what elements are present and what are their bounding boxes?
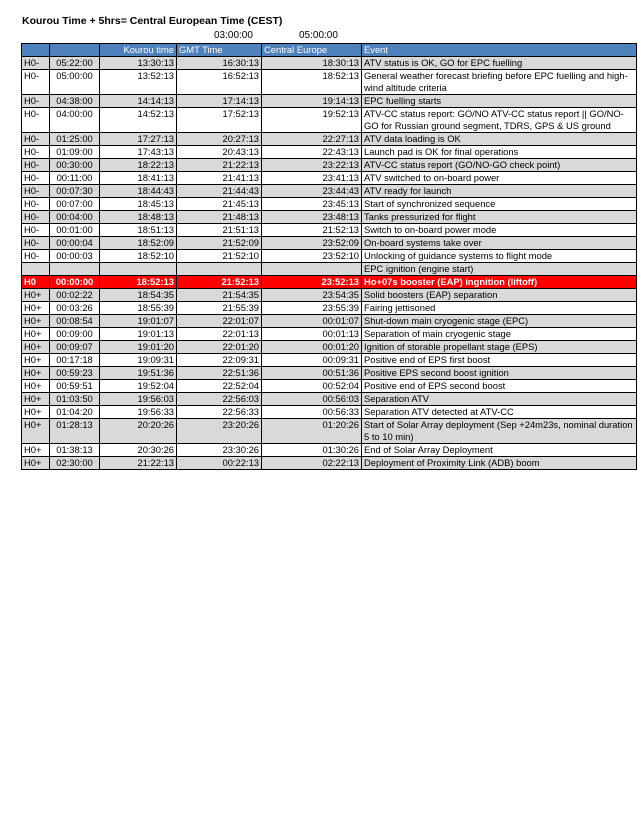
- cell-central-europe: 19:14:13: [262, 95, 362, 108]
- cell-gmt-time: 21:44:43: [177, 185, 262, 198]
- table-header-row: [22, 44, 637, 57]
- cell-phase: H0+: [22, 341, 50, 354]
- cell-phase: H0-: [22, 57, 50, 70]
- cell-offset: 01:38:13: [50, 444, 100, 457]
- cell-gmt-time: 21:52:09: [177, 237, 262, 250]
- table-row: [22, 419, 637, 444]
- table-row: [22, 70, 637, 95]
- cell-central-europe: 23:54:35: [262, 289, 362, 302]
- cell-offset: 00:59:23: [50, 367, 100, 380]
- header-central-europe: Central Europe: [262, 44, 362, 57]
- cell-phase: H0+: [22, 380, 50, 393]
- cell-offset: 02:30:00: [50, 457, 100, 470]
- cell-central-europe: 21:52:13: [262, 224, 362, 237]
- cell-phase: H0+: [22, 457, 50, 470]
- cell-central-europe: 00:56:03: [262, 393, 362, 406]
- cell-central-europe: 18:52:13: [262, 70, 362, 95]
- cell-kourou-time: 19:09:31: [100, 354, 177, 367]
- cell-kourou-time: 19:56:03: [100, 393, 177, 406]
- offset-row: [0, 30, 638, 43]
- table-row: [22, 57, 637, 70]
- cell-gmt-time: 17:52:13: [177, 108, 262, 133]
- cell-central-europe: 23:41:13: [262, 172, 362, 185]
- cell-central-europe: 22:27:13: [262, 133, 362, 146]
- cell-event: General weather forecast briefing before EPC fuelling and high-wind altitude criteria: [362, 70, 637, 95]
- cell-gmt-time: 21:52:13: [177, 276, 262, 289]
- header-phase: [22, 44, 50, 57]
- cell-phase: H0+: [22, 406, 50, 419]
- cell-phase: [22, 263, 50, 276]
- cell-kourou-time: 19:01:13: [100, 328, 177, 341]
- cell-phase: H0-: [22, 250, 50, 263]
- cell-central-europe: 02:22:13: [262, 457, 362, 470]
- table-row: [22, 198, 637, 211]
- cell-kourou-time: 13:52:13: [100, 70, 177, 95]
- header-offset: [50, 44, 100, 57]
- cell-offset: 00:09:07: [50, 341, 100, 354]
- cell-offset: 00:09:00: [50, 328, 100, 341]
- cell-offset: 04:00:00: [50, 108, 100, 133]
- cell-kourou-time: 19:51:36: [100, 367, 177, 380]
- cell-event: EPC ignition (engine start): [362, 263, 637, 276]
- cell-offset: 05:22:00: [50, 57, 100, 70]
- cell-phase: H0-: [22, 185, 50, 198]
- table-row: [22, 289, 637, 302]
- table-row: [22, 250, 637, 263]
- cell-event: Separation ATV: [362, 393, 637, 406]
- cell-gmt-time: [177, 263, 262, 276]
- cell-phase: H0-: [22, 95, 50, 108]
- cell-event: Launch pad is OK for final operations: [362, 146, 637, 159]
- cell-event: Tanks pressurized for flight: [362, 211, 637, 224]
- cell-kourou-time: 18:48:13: [100, 211, 177, 224]
- cell-event: ATV ready for launch: [362, 185, 637, 198]
- cell-central-europe: 23:55:39: [262, 302, 362, 315]
- table-row: [22, 159, 637, 172]
- cell-gmt-time: 21:41:13: [177, 172, 262, 185]
- cell-gmt-time: 21:48:13: [177, 211, 262, 224]
- cell-offset: 00:00:04: [50, 237, 100, 250]
- cell-central-europe: 23:52:09: [262, 237, 362, 250]
- cell-central-europe: 01:20:26: [262, 419, 362, 444]
- cell-central-europe: 23:44:43: [262, 185, 362, 198]
- cell-offset: 00:11:00: [50, 172, 100, 185]
- cell-offset: [50, 263, 100, 276]
- cell-phase: H0-: [22, 198, 50, 211]
- cell-gmt-time: 20:43:13: [177, 146, 262, 159]
- cell-kourou-time: 18:52:09: [100, 237, 177, 250]
- cell-kourou-time: 20:30:26: [100, 444, 177, 457]
- cell-offset: 01:03:50: [50, 393, 100, 406]
- cell-phase: H0-: [22, 159, 50, 172]
- cell-event: Positive end of EPS first boost: [362, 354, 637, 367]
- cell-central-europe: 00:52:04: [262, 380, 362, 393]
- table-row: [22, 406, 637, 419]
- cell-event: Start of synchronized sequence: [362, 198, 637, 211]
- table-row: [22, 185, 637, 198]
- cell-kourou-time: 19:56:33: [100, 406, 177, 419]
- table-row: [22, 444, 637, 457]
- cell-kourou-time: 13:30:13: [100, 57, 177, 70]
- table-row: [22, 263, 637, 276]
- cell-central-europe: 19:52:13: [262, 108, 362, 133]
- cell-kourou-time: 18:55:39: [100, 302, 177, 315]
- cell-kourou-time: 17:27:13: [100, 133, 177, 146]
- cell-central-europe: 23:48:13: [262, 211, 362, 224]
- cell-gmt-time: 16:52:13: [177, 70, 262, 95]
- cell-offset: 00:07:30: [50, 185, 100, 198]
- table-row: [22, 95, 637, 108]
- cell-gmt-time: 17:14:13: [177, 95, 262, 108]
- cell-gmt-time: 22:01:13: [177, 328, 262, 341]
- cell-kourou-time: 19:01:20: [100, 341, 177, 354]
- table-row: [22, 354, 637, 367]
- cell-event: End of Solar Array Deployment: [362, 444, 637, 457]
- cell-phase: H0-: [22, 133, 50, 146]
- cell-central-europe: 00:09:31: [262, 354, 362, 367]
- table-row: [22, 146, 637, 159]
- cell-kourou-time: 18:52:10: [100, 250, 177, 263]
- cell-kourou-time: 14:52:13: [100, 108, 177, 133]
- cell-gmt-time: 21:45:13: [177, 198, 262, 211]
- cell-gmt-time: 23:20:26: [177, 419, 262, 444]
- cell-event: Solid boosters (EAP) separation: [362, 289, 637, 302]
- cell-phase: H0-: [22, 70, 50, 95]
- cell-offset: 01:28:13: [50, 419, 100, 444]
- cell-gmt-time: 22:52:04: [177, 380, 262, 393]
- cell-offset: 00:17:18: [50, 354, 100, 367]
- cell-central-europe: 00:01:13: [262, 328, 362, 341]
- cell-central-europe: 00:01:07: [262, 315, 362, 328]
- cell-gmt-time: 16:30:13: [177, 57, 262, 70]
- cell-gmt-time: 20:27:13: [177, 133, 262, 146]
- table-row: [22, 237, 637, 250]
- cell-kourou-time: 19:52:04: [100, 380, 177, 393]
- cell-kourou-time: 21:22:13: [100, 457, 177, 470]
- cell-kourou-time: 18:44:43: [100, 185, 177, 198]
- cell-gmt-time: 21:22:13: [177, 159, 262, 172]
- cell-offset: 00:01:00: [50, 224, 100, 237]
- cell-phase: H0-: [22, 237, 50, 250]
- table-row: [22, 108, 637, 133]
- cell-event: Switch to on-board power mode: [362, 224, 637, 237]
- cell-central-europe: 23:45:13: [262, 198, 362, 211]
- cell-central-europe: 23:22:13: [262, 159, 362, 172]
- cell-offset: 04:38:00: [50, 95, 100, 108]
- cell-kourou-time: 18:52:13: [100, 276, 177, 289]
- cell-event: ATV-CC status report (GO/NO-GO check point): [362, 159, 637, 172]
- table-row: [22, 172, 637, 185]
- cell-event: Separation ATV detected at ATV-CC: [362, 406, 637, 419]
- cell-gmt-time: 22:56:33: [177, 406, 262, 419]
- cell-central-europe: 00:56:33: [262, 406, 362, 419]
- cell-phase: H0+: [22, 328, 50, 341]
- cell-event: ATV data loading is OK: [362, 133, 637, 146]
- cell-offset: 00:07:00: [50, 198, 100, 211]
- cell-central-europe: 23:52:13: [262, 276, 362, 289]
- launch-timeline-table: [21, 43, 637, 470]
- cell-phase: H0: [22, 276, 50, 289]
- cell-phase: H0-: [22, 211, 50, 224]
- cell-offset: 00:00:03: [50, 250, 100, 263]
- cell-kourou-time: 14:14:13: [100, 95, 177, 108]
- cell-offset: 00:30:00: [50, 159, 100, 172]
- cell-event: Separation of main cryogenic stage: [362, 328, 637, 341]
- gmt-offset: 03:00:00: [214, 30, 253, 41]
- cell-gmt-time: 00:22:13: [177, 457, 262, 470]
- table-row: [22, 302, 637, 315]
- header-gmt-time: GMT Time: [177, 44, 262, 57]
- cell-kourou-time: 17:43:13: [100, 146, 177, 159]
- cell-phase: H0-: [22, 172, 50, 185]
- cell-offset: 00:59:51: [50, 380, 100, 393]
- cell-event: Positive EPS second boost ignition: [362, 367, 637, 380]
- cell-offset: 00:02:22: [50, 289, 100, 302]
- cell-phase: H0-: [22, 146, 50, 159]
- cell-gmt-time: 23:30:26: [177, 444, 262, 457]
- cell-phase: H0-: [22, 224, 50, 237]
- table-row: [22, 367, 637, 380]
- cell-kourou-time: [100, 263, 177, 276]
- table-row: [22, 393, 637, 406]
- table-row: [22, 276, 637, 289]
- cell-offset: 05:00:00: [50, 70, 100, 95]
- cell-kourou-time: 18:54:35: [100, 289, 177, 302]
- cell-central-europe: 00:01:20: [262, 341, 362, 354]
- header-event: Event: [362, 44, 637, 57]
- table-row: [22, 133, 637, 146]
- cell-event: Positive end of EPS second boost: [362, 380, 637, 393]
- table-row: [22, 328, 637, 341]
- table-row: [22, 211, 637, 224]
- cell-event: Unlocking of guidance systems to flight mode: [362, 250, 637, 263]
- cell-phase: H0+: [22, 367, 50, 380]
- cell-kourou-time: 18:41:13: [100, 172, 177, 185]
- cell-phase: H0-: [22, 108, 50, 133]
- cell-gmt-time: 22:56:03: [177, 393, 262, 406]
- header-kourou-time: Kourou time: [100, 44, 177, 57]
- cell-event: Deployment of Proximity Link (ADB) boom: [362, 457, 637, 470]
- cell-offset: 00:08:54: [50, 315, 100, 328]
- cell-event: ATV-CC status report: GO/NO ATV-CC status report || GO/NO-GO for Russian ground segment, TDRS, GPS & US ground: [362, 108, 637, 133]
- cell-phase: H0+: [22, 419, 50, 444]
- cell-central-europe: 23:52:10: [262, 250, 362, 263]
- cell-central-europe: [262, 263, 362, 276]
- table-row: [22, 380, 637, 393]
- cell-event: EPC fuelling starts: [362, 95, 637, 108]
- table-row: [22, 315, 637, 328]
- cell-offset: 01:09:00: [50, 146, 100, 159]
- cell-gmt-time: 21:52:10: [177, 250, 262, 263]
- cell-event: On-board systems take over: [362, 237, 637, 250]
- cell-event: ATV switched to on-board power: [362, 172, 637, 185]
- cell-kourou-time: 18:22:13: [100, 159, 177, 172]
- cell-phase: H0+: [22, 289, 50, 302]
- cell-gmt-time: 21:54:35: [177, 289, 262, 302]
- table-row: [22, 224, 637, 237]
- cell-central-europe: 00:51:36: [262, 367, 362, 380]
- table-row: [22, 341, 637, 354]
- cell-offset: 00:00:00: [50, 276, 100, 289]
- cell-gmt-time: 22:09:31: [177, 354, 262, 367]
- cell-phase: H0+: [22, 302, 50, 315]
- cell-gmt-time: 22:01:07: [177, 315, 262, 328]
- cell-phase: H0+: [22, 354, 50, 367]
- cell-gmt-time: 22:01:20: [177, 341, 262, 354]
- cell-offset: 01:04:20: [50, 406, 100, 419]
- cell-gmt-time: 21:51:13: [177, 224, 262, 237]
- cell-phase: H0+: [22, 315, 50, 328]
- cell-event: Fairing jettisoned: [362, 302, 637, 315]
- cell-kourou-time: 18:45:13: [100, 198, 177, 211]
- cell-event: Shut-down main cryogenic stage (EPC): [362, 315, 637, 328]
- cell-event: Start of Solar Array deployment (Sep +24m23s, nominal duration 5 to 10 min): [362, 419, 637, 444]
- cell-gmt-time: 22:51:36: [177, 367, 262, 380]
- cell-offset: 00:04:00: [50, 211, 100, 224]
- cell-event: ATV status is OK, GO for EPC fuelling: [362, 57, 637, 70]
- cell-phase: H0+: [22, 444, 50, 457]
- cell-central-europe: 22:43:13: [262, 146, 362, 159]
- cell-gmt-time: 21:55:39: [177, 302, 262, 315]
- sheet-title: Kourou Time + 5hrs= Central European Time (CEST): [22, 15, 283, 27]
- cell-central-europe: 01:30:26: [262, 444, 362, 457]
- cell-kourou-time: 18:51:13: [100, 224, 177, 237]
- cell-offset: 00:03:26: [50, 302, 100, 315]
- cell-central-europe: 18:30:13: [262, 57, 362, 70]
- cell-event: Ho+07s booster (EAP) ingnition (liftoff): [362, 276, 637, 289]
- cell-kourou-time: 19:01:07: [100, 315, 177, 328]
- cell-kourou-time: 20:20:26: [100, 419, 177, 444]
- cest-offset: 05:00:00: [299, 30, 338, 41]
- cell-offset: 01:25:00: [50, 133, 100, 146]
- cell-event: Ignition of storable propellant stage (EPS): [362, 341, 637, 354]
- cell-phase: H0+: [22, 393, 50, 406]
- table-row: [22, 457, 637, 470]
